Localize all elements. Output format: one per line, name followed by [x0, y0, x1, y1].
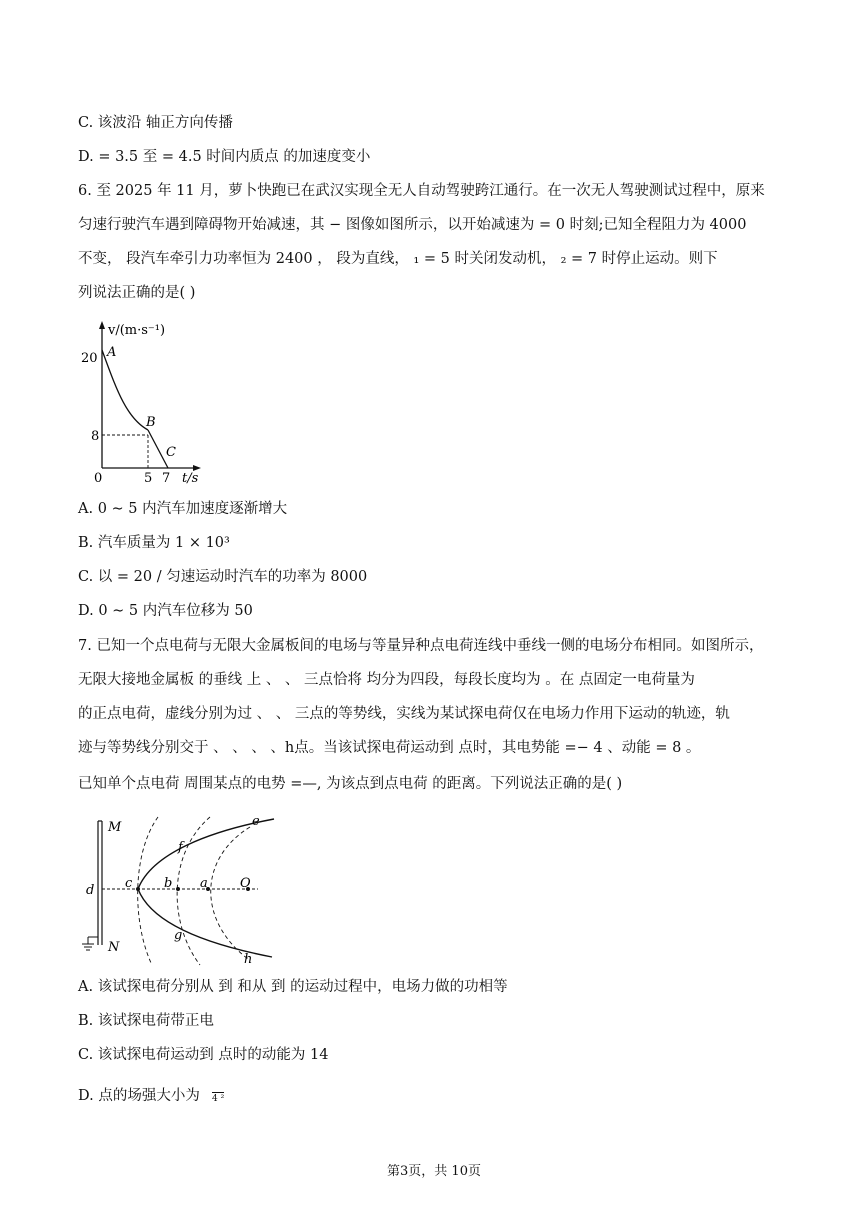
- text-line: 的正点电荷，虚线分别为过 、 、 三点的等势线，实线为某试探电荷仅在电场力作用下运动的轨迹，轨: [78, 706, 730, 722]
- text-line: 迹与等势线分别交于 、 、 、 、h点。当该试探电荷运动到 点时，其电势能 =− 4 、动能 = 8 。: [78, 740, 701, 756]
- point-b-label: B: [146, 415, 156, 430]
- equipotential-a: [211, 827, 250, 959]
- text-line: 匀速行驶汽车遇到障碍物开始减速，其 − 图像如图所示，以开始减速为 = 0 时刻;已知全程阻力为 4000: [78, 217, 747, 233]
- text-line: 6. 至 2025 年 11 月，萝卜快跑已在武汉实现全无人自动驾驶跨江通行。在一次无人驾驶测试过程中，原来: [78, 183, 765, 199]
- text-line: 无限大接地金属板 的垂线 上 、 、 三点恰将 均分为四段，每段长度均为 。在 点固定一电荷量为: [78, 672, 695, 688]
- origin-label: 0: [94, 471, 103, 486]
- point-b: [176, 887, 180, 891]
- text-line: C. 以 = 20 / 匀速运动时汽车的功率为 8000: [78, 569, 368, 585]
- label-g: g: [174, 928, 183, 943]
- point-c-label: C: [166, 445, 176, 460]
- label-f: f: [178, 840, 183, 855]
- y-axis-label: v/(m·s⁻¹): [108, 323, 166, 338]
- curve-ab: [102, 350, 148, 430]
- point-a-label: A: [107, 345, 117, 360]
- vt-graph-figure: [78, 318, 218, 486]
- line-bc: [148, 430, 168, 468]
- label-h: h: [244, 952, 253, 967]
- tick-5: 5: [144, 471, 153, 486]
- tick-8: 8: [91, 429, 100, 444]
- label-b: b: [164, 876, 173, 891]
- x-axis-label: t/s: [182, 471, 199, 486]
- label-c: c: [125, 876, 133, 891]
- text-line: D. = 3.5 至 = 4.5 时间内质点 的加速度变小: [78, 149, 371, 165]
- text-line: B. 该试探电荷带正电: [78, 1013, 214, 1029]
- text-line: A. 该试探电荷分别从 到 和从 到 的运动过程中，电场力做的功相等: [78, 979, 508, 995]
- text-line: D. 0 ∼ 5 内汽车位移为 50: [78, 603, 253, 619]
- text-line: C. 该波沿 轴正方向传播: [78, 115, 233, 131]
- label-d: d: [86, 883, 95, 898]
- page-footer: 第3页，共 10页: [387, 1164, 481, 1179]
- label-o: O: [240, 876, 251, 891]
- label-m: M: [108, 820, 122, 835]
- field-diagram-figure: [80, 813, 280, 968]
- tick-7: 7: [162, 471, 171, 486]
- label-n: N: [108, 940, 120, 955]
- text-line: 7. 已知一个点电荷与无限大金属板间的电场与等量异种点电荷连线中垂线一侧的电场分布相同。如图所示，: [78, 638, 764, 654]
- text-line: C. 该试探电荷运动到 点时的动能为 14: [78, 1047, 329, 1063]
- text-line: D. 点的场强大小为: [78, 1088, 200, 1104]
- text-line: B. 汽车质量为 1 × 10³: [78, 535, 230, 551]
- text-line: 已知单个点电荷 周围某点的电势 =—, 为该点到点电荷 的距离。下列说法正确的是( ): [78, 776, 623, 792]
- text-line: 列说法正确的是( ): [78, 285, 196, 301]
- equipotential-c: [138, 817, 158, 965]
- y-axis-arrow: [99, 321, 105, 329]
- label-e: e: [252, 814, 260, 829]
- tick-20: 20: [81, 351, 98, 366]
- text-line: A. 0 ∼ 5 内汽车加速度逐渐增大: [78, 501, 288, 517]
- point-c: [136, 887, 140, 891]
- label-a: a: [200, 876, 208, 891]
- fraction-denominator: 4 ²: [212, 1094, 225, 1104]
- text-line: 不变， 段汽车牵引力功率恒为 2400 ， 段为直线， ₁ = 5 时关闭发动机， ₂ = 7 时停止运动。则下: [78, 251, 718, 267]
